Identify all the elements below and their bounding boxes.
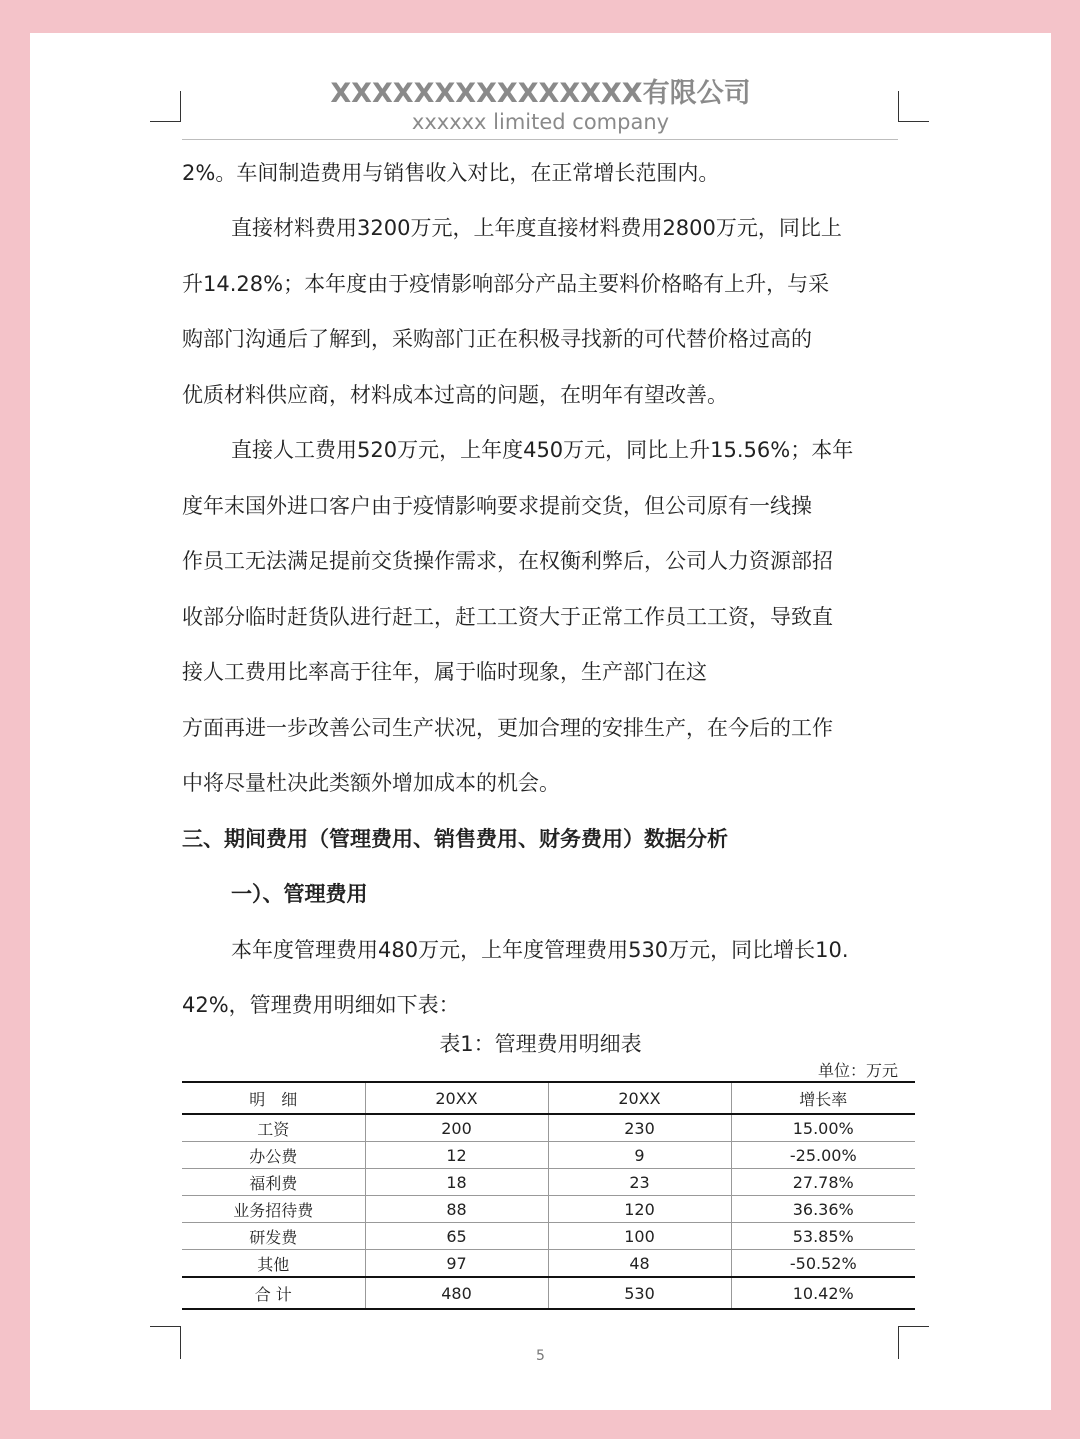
table-cell: 研发费 [182, 1223, 365, 1250]
table-cell: -50.52% [731, 1250, 915, 1278]
section-heading: 三、期间费用（管理费用、销售费用、财务费用）数据分析 [182, 827, 728, 851]
body-line: 购部门沟通后了解到，采购部门正在积极寻找新的可代替价格过高的 [182, 327, 812, 351]
body-line: 度年末国外进口客户由于疫情影响要求提前交货，但公司原有一线操 [182, 494, 812, 518]
header-company-en: xxxxxx limited company [411, 110, 670, 134]
body-line: 中将尽量杜决此类额外增加成本的机会。 [182, 771, 560, 795]
header-cell: 20XX [548, 1082, 731, 1114]
table-cell: 9 [548, 1142, 731, 1169]
table-cell: 100 [548, 1223, 731, 1250]
table-row [182, 1169, 915, 1196]
table-cell: 97 [365, 1250, 548, 1278]
table-cell: 工资 [182, 1114, 365, 1142]
table-cell: 53.85% [731, 1223, 915, 1250]
table-cell: 200 [365, 1114, 548, 1142]
table-cell: 48 [548, 1250, 731, 1278]
body-line: 本年度管理费用480万元，上年度管理费用530万元，同比增长10. [231, 938, 849, 962]
table-cell: 27.78% [731, 1169, 915, 1196]
body-line: 直接材料费用3200万元，上年度直接材料费用2800万元，同比上 [231, 216, 842, 240]
header-cell: 增长率 [731, 1082, 915, 1114]
table-cell: 480 [365, 1277, 548, 1309]
header-company-cn: XXXXXXXXXXXXXXX有限公司 [330, 78, 751, 109]
table-cell: 10.42% [731, 1277, 915, 1309]
table-header-row [182, 1082, 915, 1114]
table-row [182, 1250, 915, 1278]
header-cell: 明 细 [182, 1082, 365, 1114]
table-unit: 单位：万元 [817, 1061, 898, 1080]
table-row [182, 1114, 915, 1142]
table-row [182, 1196, 915, 1223]
table-cell: 15.00% [731, 1114, 915, 1142]
table-caption: 表1：管理费用明细表 [439, 1032, 642, 1056]
table-cell: 业务招待费 [182, 1196, 365, 1223]
table-cell: 88 [365, 1196, 548, 1223]
subsection-heading: 一）、管理费用 [231, 882, 368, 906]
table-cell: 120 [548, 1196, 731, 1223]
body-line: 直接人工费用520万元，上年度450万元，同比上升15.56%；本年 [231, 438, 854, 462]
table-cell: 18 [365, 1169, 548, 1196]
table-cell: 其他 [257, 1254, 290, 1274]
header-divider [182, 139, 898, 140]
document-page [30, 33, 1051, 1410]
table-row [182, 1223, 915, 1250]
page-number: 5 [536, 1348, 545, 1364]
body-line: 方面再进一步改善公司生产状况，更加合理的安排生产，在今后的工作 [182, 716, 833, 740]
table-cell: -25.00% [731, 1142, 915, 1169]
table-cell: 65 [365, 1223, 548, 1250]
table-row [182, 1142, 915, 1169]
table-cell: 530 [548, 1277, 731, 1309]
body-line: 升14.28%；本年度由于疫情影响部分产品主要料价格略有上升，与采 [182, 272, 830, 296]
table-cell: 23 [548, 1169, 731, 1196]
table-total-row [182, 1277, 915, 1309]
expense-detail-table [182, 1081, 915, 1310]
table-cell: 福利费 [182, 1169, 365, 1196]
table-cell: 合 计 [182, 1277, 365, 1309]
body-line: 2%。车间制造费用与销售收入对比，在正常增长范围内。 [182, 161, 720, 185]
body-line: 接人工费用比率高于往年，属于临时现象，生产部门在这 [182, 660, 707, 684]
table-cell: 12 [365, 1142, 548, 1169]
table-cell: 办公费 [182, 1142, 365, 1169]
header-cell: 20XX [365, 1082, 548, 1114]
body-line: 收部分临时赶货队进行赶工，赶工工资大于正常工作员工工资，导致直 [182, 605, 833, 629]
table-cell: 36.36% [731, 1196, 915, 1223]
body-line: 优质材料供应商，材料成本过高的问题，在明年有望改善。 [182, 383, 728, 407]
body-line: 42%，管理费用明细如下表： [182, 993, 460, 1017]
body-line: 作员工无法满足提前交货操作需求，在权衡利弊后，公司人力资源部招 [182, 549, 833, 573]
table-cell: 230 [548, 1114, 731, 1142]
